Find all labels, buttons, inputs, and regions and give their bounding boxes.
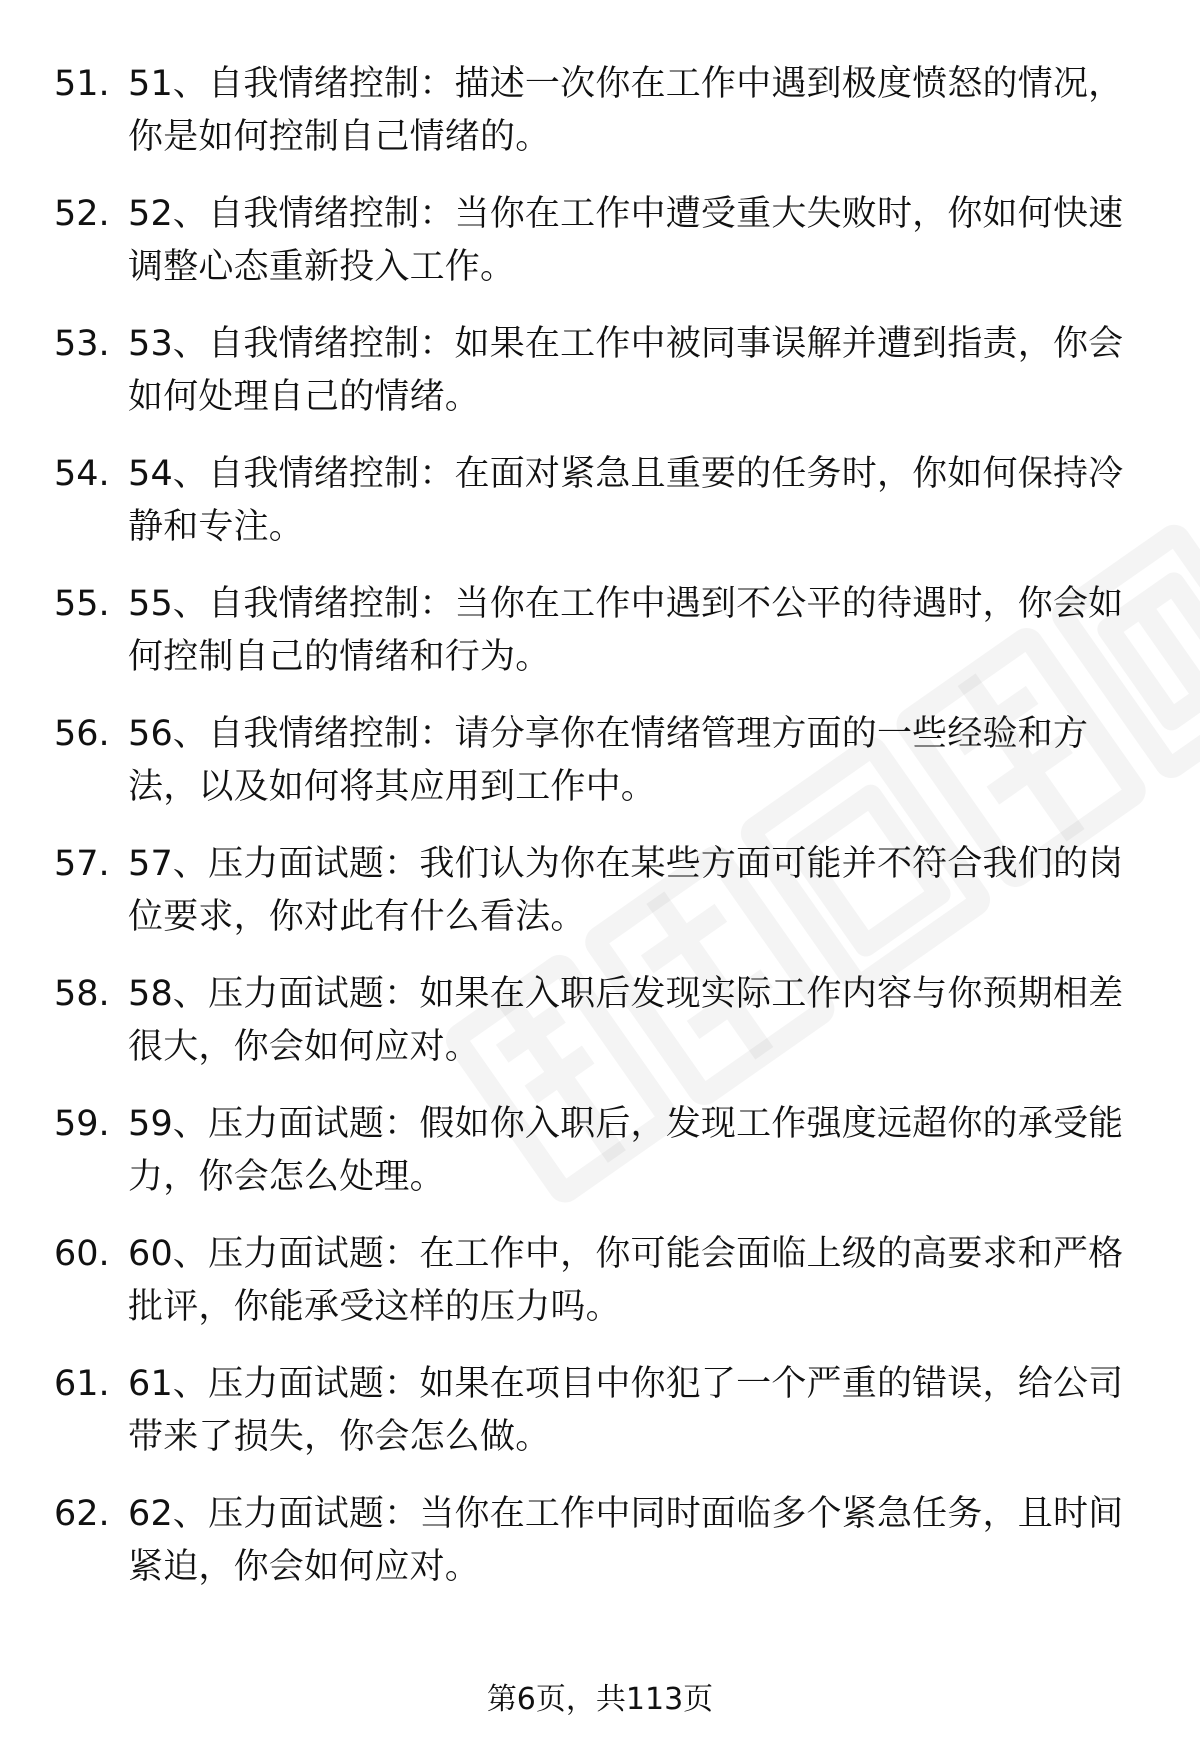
list-item-number: 56. <box>54 714 110 754</box>
list-item <box>0 318 1200 448</box>
list-item <box>0 1098 1200 1228</box>
list-item-number: 52. <box>54 194 110 234</box>
list-item-text: 62、压力面试题：当你在工作中同时面临多个紧急任务，且时间紧迫，你会如何应对。 <box>128 1494 1124 1587</box>
list-item-text: 57、压力面试题：我们认为你在某些方面可能并不符合我们的岗位要求，你对此有什么看法。 <box>128 844 1124 937</box>
page-number-footer: 第6页，共113页 <box>486 1682 714 1717</box>
list-item-text: 51、自我情绪控制：描述一次你在工作中遇到极度愤怒的情况，你是如何控制自己情绪的。 <box>128 64 1124 157</box>
list-item <box>0 1228 1200 1358</box>
question-list <box>0 58 1200 1618</box>
list-item-text: 53、自我情绪控制：如果在工作中被同事误解并遭到指责，你会如何处理自己的情绪。 <box>128 324 1124 417</box>
list-item-number: 53. <box>54 324 110 364</box>
list-item <box>0 188 1200 318</box>
list-item-number: 59. <box>54 1104 110 1144</box>
list-item <box>0 838 1200 968</box>
list-item <box>0 708 1200 838</box>
list-item-number: 51. <box>54 64 110 104</box>
list-item <box>0 448 1200 578</box>
list-item-number: 60. <box>54 1234 110 1274</box>
list-item-number: 58. <box>54 974 110 1014</box>
list-item <box>0 58 1200 188</box>
list-item-text: 61、压力面试题：如果在项目中你犯了一个严重的错误，给公司带来了损失，你会怎么做。 <box>128 1364 1124 1457</box>
list-item-number: 55. <box>54 584 110 624</box>
list-item-text: 52、自我情绪控制：当你在工作中遭受重大失败时，你如何快速调整心态重新投入工作。 <box>128 194 1124 287</box>
list-item-number: 61. <box>54 1364 110 1404</box>
list-item-number: 57. <box>54 844 110 884</box>
list-item-number: 62. <box>54 1494 110 1534</box>
list-item-text: 56、自我情绪控制：请分享你在情绪管理方面的一些经验和方法，以及如何将其应用到工作中。 <box>128 714 1089 807</box>
list-item-text: 54、自我情绪控制：在面对紧急且重要的任务时，你如何保持冷静和专注。 <box>128 454 1124 547</box>
list-item-text: 59、压力面试题：假如你入职后，发现工作强度远超你的承受能力，你会怎么处理。 <box>128 1104 1124 1197</box>
list-item-number: 54. <box>54 454 110 494</box>
list-item-text: 58、压力面试题：如果在入职后发现实际工作内容与你预期相差很大，你会如何应对。 <box>128 974 1124 1067</box>
list-item-text: 55、自我情绪控制：当你在工作中遇到不公平的待遇时，你会如何控制自己的情绪和行为。 <box>128 584 1124 677</box>
list-item <box>0 1358 1200 1488</box>
list-item <box>0 1488 1200 1618</box>
list-item <box>0 968 1200 1098</box>
list-item <box>0 578 1200 708</box>
list-item-text: 60、压力面试题：在工作中，你可能会面临上级的高要求和严格批评，你能承受这样的压力吗。 <box>128 1234 1124 1327</box>
